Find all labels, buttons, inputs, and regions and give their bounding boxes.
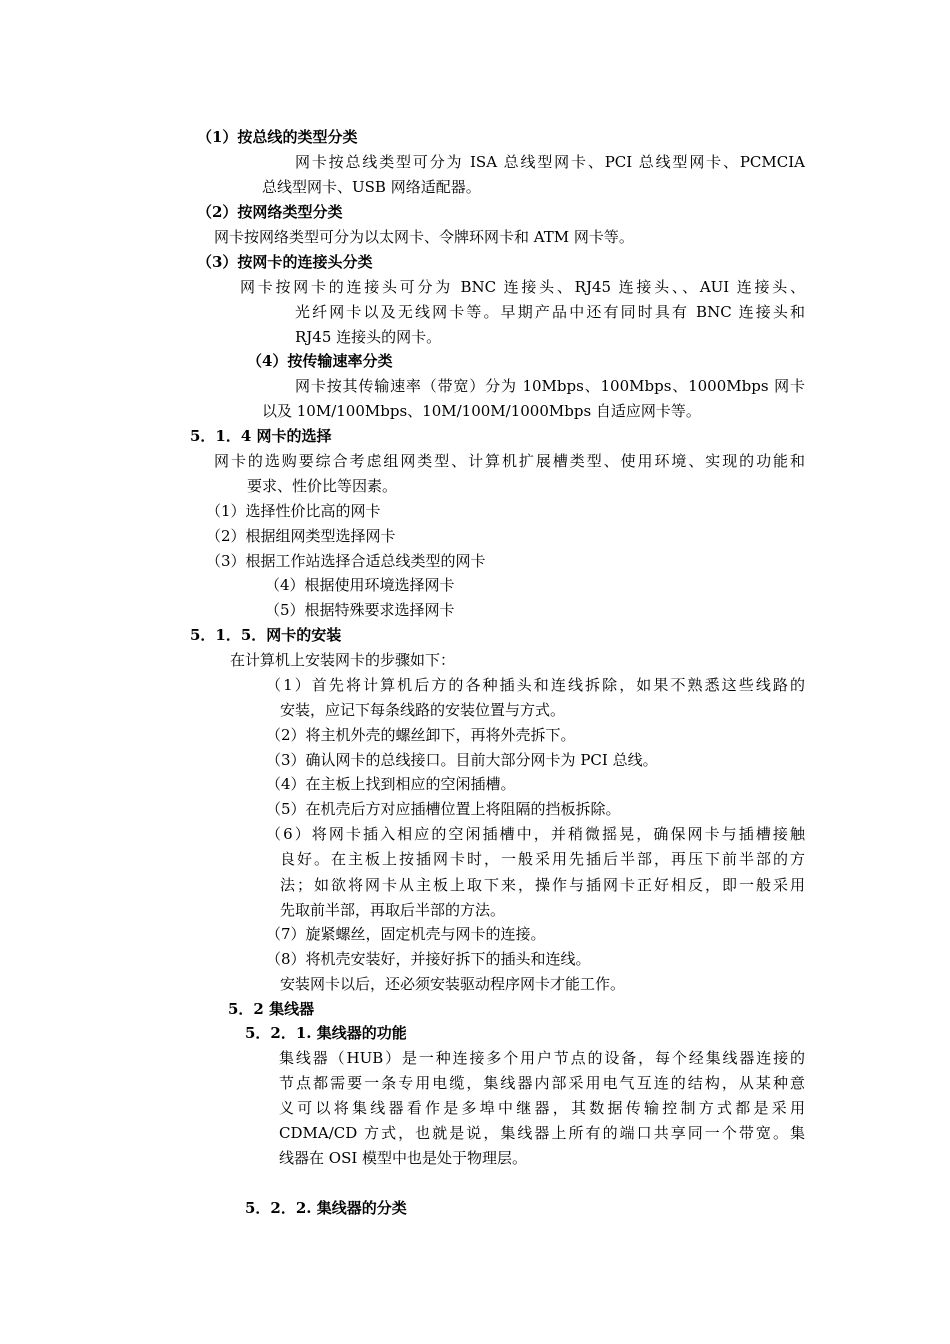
subsection-heading: 5．2．1. 集线器的功能 [245,1024,407,1042]
paragraph-line: 网卡按总线类型可分为 ISA 总线型网卡、PCI 总线型网卡、PCMCIA [295,153,805,171]
paragraph-line: 要求、性价比等因素。 [247,477,398,495]
list-item: （6）将网卡插入相应的空闲插槽中，并稍微摇晃，确保网卡与插槽接触 [266,825,805,843]
list-item: （7）旋紧螺丝，固定机壳与网卡的连接。 [266,925,546,943]
section-heading: （3）按网卡的连接头分类 [197,253,373,271]
section-heading: （1）按总线的类型分类 [197,128,358,146]
section-heading: （2）按网络类型分类 [197,203,343,221]
subsection-heading: 5．1．4 网卡的选择 [190,427,332,445]
paragraph-line: 网卡的选购要综合考虑组网类型、计算机扩展槽类型、使用环境、实现的功能和 [214,452,805,470]
list-item: （2）根据组网类型选择网卡 [206,527,396,545]
list-item: （4）在主板上找到相应的空闲插槽。 [266,775,516,793]
paragraph-line: 网卡按网卡的连接头可分为 BNC 连接头、RJ45 连接头、、AUI 连接头、 [240,278,805,296]
paragraph-line: 节点都需要一条专用电缆，集线器内部采用电气互连的结构，从某种意 [279,1074,805,1092]
list-item: （4）根据使用环境选择网卡 [265,576,455,594]
paragraph-line: 义可以将集线器看作是多埠中继器，其数据传输控制方式都是采用 [279,1099,805,1117]
list-item: 良好。在主板上按插网卡时，一般采用先插后半部，再压下前半部的方 [280,850,805,868]
list-item: （1）首先将计算机后方的各种插头和连线拆除，如果不熟悉这些线路的 [266,676,805,694]
paragraph-line: 以及 10M/100Mbps、10M/100M/1000Mbps 自适应网卡等。 [262,402,701,420]
paragraph-line: 光纤网卡以及无线网卡等。早期产品中还有同时具有 BNC 连接头和 [295,303,805,321]
paragraph-line: 在计算机上安装网卡的步骤如下： [230,651,456,669]
paragraph-line: 总线型网卡、USB 网络适配器。 [262,178,481,196]
section-heading: （4）按传输速率分类 [247,352,393,370]
list-item: 先取前半部，再取后半部的方法。 [280,901,506,919]
list-item: （1）选择性价比高的网卡 [206,502,381,520]
list-item: （2）将主机外壳的螺丝卸下，再将外壳拆下。 [266,726,576,744]
paragraph-line: 集线器（HUB）是一种连接多个用户节点的设备，每个经集线器连接的 [279,1049,805,1067]
paragraph-line: 线器在 OSI 模型中也是处于物理层。 [279,1149,528,1167]
list-item: 安装，应记下每条线路的安装位置与方式。 [280,701,566,719]
paragraph-line: RJ45 连接头的网卡。 [295,328,442,346]
paragraph-line: CDMA/CD 方式，也就是说，集线器上所有的端口共享同一个带宽。集 [279,1124,805,1142]
list-item: （3）确认网卡的总线接口。目前大部分网卡为 PCI 总线。 [266,751,658,769]
subsection-heading: 5．1．5．网卡的安装 [190,626,342,644]
list-item: （3）根据工作站选择合适总线类型的网卡 [206,552,486,570]
paragraph-line: 网卡按其传输速率（带宽）分为 10Mbps、100Mbps、1000Mbps 网卡 [295,377,805,395]
list-item: （5）在机壳后方对应插槽位置上将阻隔的挡板拆除。 [266,800,621,818]
section-heading: 5．2 集线器 [228,1000,315,1018]
paragraph-line: 安装网卡以后，还必须安装驱动程序网卡才能工作。 [280,975,626,993]
subsection-heading: 5．2．2. 集线器的分类 [245,1199,407,1217]
paragraph-line: 网卡按网络类型可分为以太网卡、令牌环网卡和 ATM 网卡等。 [214,228,634,246]
list-item: （5）根据特殊要求选择网卡 [265,601,455,619]
list-item: （8）将机壳安装好，并接好拆下的插头和连线。 [266,950,591,968]
list-item: 法；如欲将网卡从主板上取下来，操作与插网卡正好相反，即一般采用 [280,876,805,894]
